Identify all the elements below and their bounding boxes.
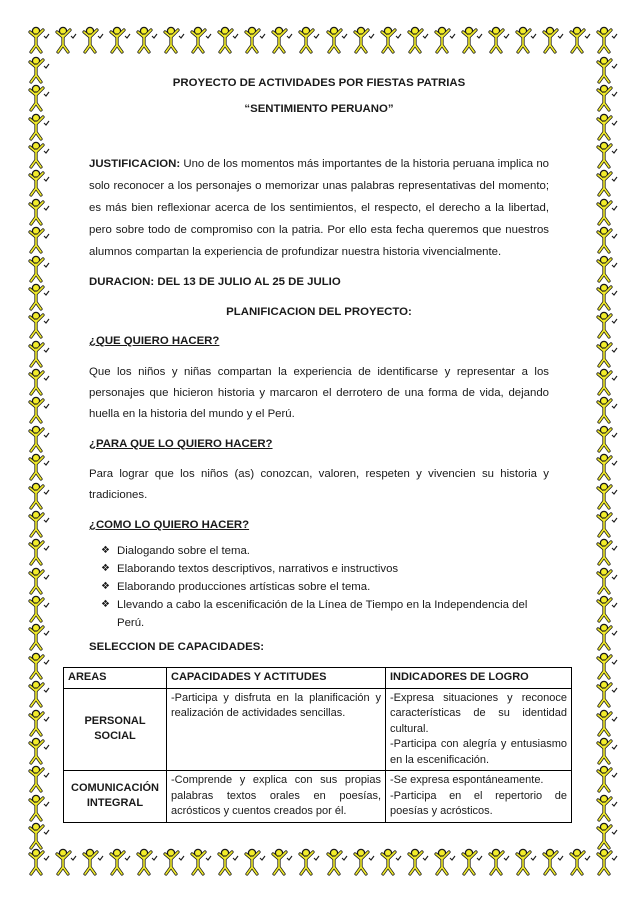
indicador-item: -Expresa situaciones y reconoce características de su identidad cultural. [390, 691, 567, 735]
stick-figure-icon [596, 396, 618, 424]
stick-figure-icon [28, 623, 50, 651]
stick-figure-icon [596, 794, 618, 822]
indicador-item: -Se expresa espontáneamente. [390, 774, 544, 786]
stick-figure-icon [434, 26, 456, 54]
seleccion-heading: SELECCION DE CAPACIDADES: [89, 640, 265, 653]
stick-figure-icon [542, 26, 564, 54]
indicadores-cell [386, 771, 572, 823]
stick-figure-icon [596, 567, 618, 595]
stick-figure-icon [190, 26, 212, 54]
area-name-line1: PERSONAL [84, 714, 146, 727]
como-list [89, 542, 549, 632]
stick-figure-icon [596, 311, 618, 339]
como-heading: ¿COMO LO QUIERO HACER? [89, 519, 250, 531]
stick-figure-icon [596, 652, 618, 680]
stick-figure-icon [28, 765, 50, 793]
stick-figure-icon [596, 169, 618, 197]
stick-figure-icon [596, 538, 618, 566]
stick-figure-icon [28, 652, 50, 680]
stick-figure-icon [163, 848, 185, 876]
stick-figure-icon [596, 595, 618, 623]
table-row [64, 688, 572, 771]
stick-figure-icon [28, 198, 50, 226]
stick-figure-icon [569, 848, 591, 876]
stick-figure-icon [28, 595, 50, 623]
que-heading: ¿QUE QUIERO HACER? [89, 335, 220, 347]
document-title: PROYECTO DE ACTIVIDADES POR FIESTAS PATRIAS [172, 77, 466, 89]
stick-figure-icon [28, 396, 50, 424]
area-name-line2: SOCIAL [94, 730, 136, 743]
stick-figure-icon [596, 680, 618, 708]
stick-figure-icon [28, 425, 50, 453]
capacidades-cell: -Participa y disfruta en la planificación y realización de actividades sencillas. [167, 688, 386, 771]
stick-figure-icon [596, 26, 618, 54]
stick-figure-icon [271, 26, 293, 54]
table-header-row [64, 668, 572, 689]
stick-figure-icon [353, 848, 375, 876]
stick-figure-icon [271, 848, 293, 876]
stick-figure-icon [596, 283, 618, 311]
stick-figure-icon [55, 26, 77, 54]
stick-figure-icon [596, 510, 618, 538]
list-item: ❖ Dialogando sobre el tema. [101, 542, 549, 560]
stick-figure-icon [217, 848, 239, 876]
stick-figure-icon [190, 848, 212, 876]
stick-figure-icon [542, 848, 564, 876]
stick-figure-icon [136, 26, 158, 54]
stick-figure-icon [515, 26, 537, 54]
capacidades-cell: -Comprende y explica con sus propias palabras textos orales en poesías, acrósticos y cuentos creados por él. [167, 771, 386, 823]
stick-figure-icon [298, 848, 320, 876]
stick-figure-icon [298, 26, 320, 54]
que-text: Que los niños y niñas compartan la experiencia de identificarse y representar a los personajes que hicieron historia y marcaron el derrotero de una forma de vida, dejando huella en la historia del mundo y el Perú. [89, 365, 549, 420]
stick-figure-icon [82, 26, 104, 54]
area-cell [64, 688, 167, 771]
list-item: ❖ Llevando a cabo la escenificación de la Línea de Tiempo en la Independencia del Perú. [101, 596, 549, 632]
planificacion-heading: PLANIFICACION DEL PROYECTO: [226, 305, 412, 318]
stick-figure-icon [326, 848, 348, 876]
stick-figure-icon [326, 26, 348, 54]
justificacion-paragraph [89, 153, 549, 263]
stick-figure-icon [28, 794, 50, 822]
area-name-line2: INTEGRAL [86, 797, 144, 810]
indicador-item: -Participa con alegría y entusiasmo en la escenificación. [390, 738, 567, 766]
indicadores-cell [386, 688, 572, 771]
stick-figure-icon [380, 26, 402, 54]
stick-figure-icon [109, 26, 131, 54]
stick-figure-icon [596, 56, 618, 84]
stick-figure-icon [596, 709, 618, 737]
stick-figure-icon [596, 848, 618, 876]
stick-figure-icon [596, 453, 618, 481]
stick-figure-icon [55, 848, 77, 876]
stick-figure-icon [28, 113, 50, 141]
stick-figure-icon [28, 226, 50, 254]
stick-figure-icon [596, 623, 618, 651]
header-capacidades: CAPACIDADES Y ACTITUDES [167, 668, 386, 689]
stick-figure-icon [109, 848, 131, 876]
stick-figure-icon [28, 311, 50, 339]
stick-figure-icon [28, 567, 50, 595]
stick-figure-icon [596, 113, 618, 141]
capacidades-table [63, 667, 572, 823]
area-cell [64, 771, 167, 823]
stick-figure-icon [28, 84, 50, 112]
stick-figure-icon [163, 26, 185, 54]
stick-figure-icon [244, 848, 266, 876]
stick-figure-icon [82, 848, 104, 876]
header-indicadores: INDICADORES DE LOGRO [386, 668, 572, 689]
stick-figure-icon [28, 169, 50, 197]
indicador-item: -Participa en el repertorio de poesías y acrósticos. [390, 789, 567, 817]
stick-figure-icon [28, 26, 50, 54]
stick-figure-icon [488, 26, 510, 54]
stick-figure-icon [244, 26, 266, 54]
stick-figure-icon [461, 26, 483, 54]
stick-figure-icon [28, 737, 50, 765]
table-row [64, 771, 572, 823]
stick-figure-icon [407, 26, 429, 54]
stick-figure-icon [28, 368, 50, 396]
stick-figure-icon [596, 822, 618, 850]
stick-figure-icon [596, 765, 618, 793]
stick-figure-icon [353, 26, 375, 54]
document-subtitle: “SENTIMIENTO PERUANO” [244, 102, 394, 115]
stick-figure-icon [380, 848, 402, 876]
stick-figure-icon [28, 510, 50, 538]
stick-figure-icon [596, 737, 618, 765]
stick-figure-icon [596, 340, 618, 368]
stick-figure-icon [461, 848, 483, 876]
stick-figure-icon [28, 848, 50, 876]
list-item: ❖ Elaborando textos descriptivos, narrativos e instructivos [101, 560, 549, 578]
stick-figure-icon [515, 848, 537, 876]
header-areas: AREAS [64, 668, 167, 689]
stick-figure-icon [28, 340, 50, 368]
stick-figure-icon [596, 482, 618, 510]
document-body [89, 74, 549, 657]
stick-figure-icon [434, 848, 456, 876]
stick-figure-icon [28, 482, 50, 510]
duracion-line: DURACION: DEL 13 DE JULIO AL 25 DE JULIO [89, 276, 341, 288]
stick-figure-icon [28, 822, 50, 850]
list-item: ❖ Elaborando producciones artísticas sobre el tema. [101, 578, 549, 596]
stick-figure-icon [596, 425, 618, 453]
stick-figure-icon [28, 56, 50, 84]
stick-figure-icon [28, 283, 50, 311]
stick-figure-icon [488, 848, 510, 876]
paraque-text: Para lograr que los niños (as) conozcan, valoren, respeten y vivencien su historia y tradiciones. [89, 468, 549, 501]
stick-figure-icon [596, 226, 618, 254]
stick-figure-icon [596, 255, 618, 283]
stick-figure-icon [596, 84, 618, 112]
stick-figure-icon [596, 141, 618, 169]
justificacion-label: JUSTIFICACION: [89, 158, 181, 170]
stick-figure-icon [28, 453, 50, 481]
stick-figure-icon [28, 709, 50, 737]
justificacion-text: Uno de los momentos más importantes de la historia peruana implica no solo reconocer a los personajes o memorizar unas palabras representativas del momento; es más bien reflexionar acerca de los sentimientos, el respecto, el derecho a la libertad, pero sobre todo de compromiso con la patria. Por ello esta fecha queremos que nuestros alumnos compartan la experiencia de profundizar nuestra historia vivencialmente. [89, 158, 549, 258]
stick-figure-icon [136, 848, 158, 876]
stick-figure-icon [28, 680, 50, 708]
stick-figure-icon [28, 538, 50, 566]
stick-figure-icon [217, 26, 239, 54]
stick-figure-icon [569, 26, 591, 54]
stick-figure-icon [596, 198, 618, 226]
area-name-line1: COMUNICACIÓN [71, 781, 159, 794]
stick-figure-icon [596, 368, 618, 396]
stick-figure-icon [28, 255, 50, 283]
stick-figure-icon [28, 141, 50, 169]
stick-figure-icon [407, 848, 429, 876]
paraque-heading: ¿PARA QUE LO QUIERO HACER? [89, 437, 273, 450]
